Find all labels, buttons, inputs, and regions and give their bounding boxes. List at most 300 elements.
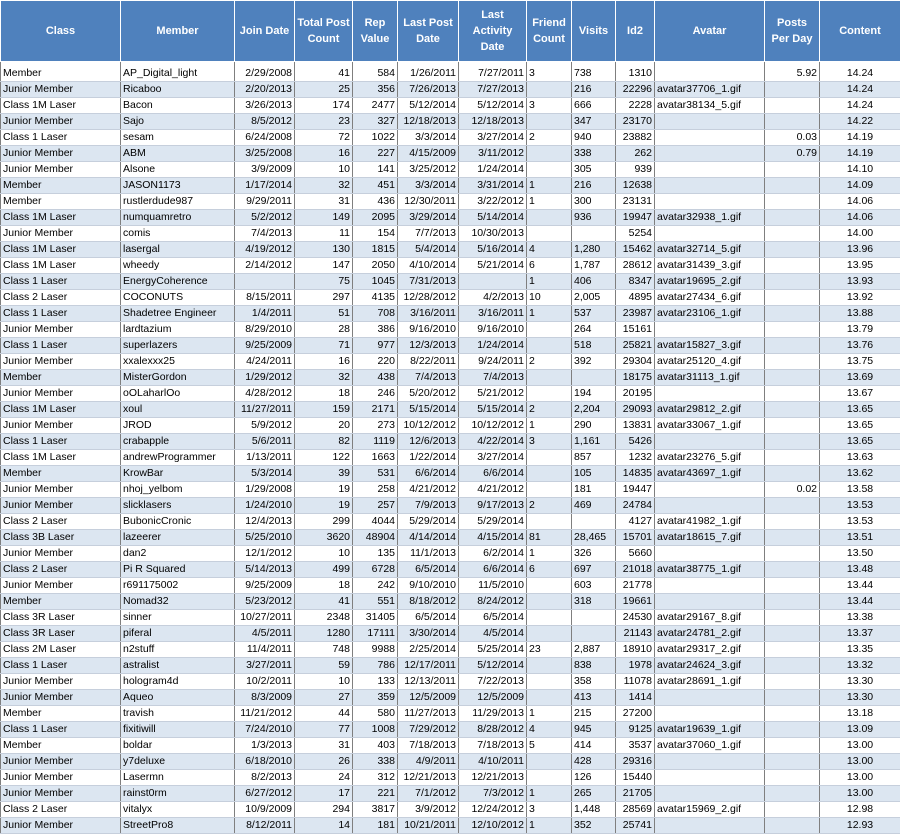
cell-class[interactable]: Class 1M Laser xyxy=(1,402,121,418)
table-row[interactable] xyxy=(1,210,900,226)
cell-visits[interactable]: 857 xyxy=(572,450,616,466)
cell-id2[interactable]: 262 xyxy=(616,146,655,162)
cell-join-date[interactable]: 6/24/2008 xyxy=(235,130,295,146)
cell-class[interactable]: Junior Member xyxy=(1,146,121,162)
cell-content[interactable]: 13.32 xyxy=(820,658,900,674)
cell-member[interactable]: BubonicCronic xyxy=(121,514,235,530)
cell-avatar[interactable]: avatar41982_1.gif xyxy=(655,514,765,530)
cell-visits[interactable]: 264 xyxy=(572,322,616,338)
cell-avatar[interactable] xyxy=(655,162,765,178)
cell-join-date[interactable]: 9/25/2009 xyxy=(235,578,295,594)
cell-last-activity-date[interactable]: 5/29/2014 xyxy=(459,514,527,530)
cell-id2[interactable]: 24530 xyxy=(616,610,655,626)
cell-id2[interactable]: 15701 xyxy=(616,530,655,546)
table-row[interactable] xyxy=(1,738,900,754)
cell-friend-count[interactable] xyxy=(527,114,572,130)
cell-rep-value[interactable]: 246 xyxy=(353,386,398,402)
cell-total-post-count[interactable]: 297 xyxy=(295,290,353,306)
cell-id2[interactable]: 5426 xyxy=(616,434,655,450)
cell-avatar[interactable]: avatar38134_5.gif xyxy=(655,98,765,114)
cell-join-date[interactable]: 12/1/2012 xyxy=(235,546,295,562)
cell-join-date[interactable]: 1/29/2008 xyxy=(235,482,295,498)
table-row[interactable] xyxy=(1,98,900,114)
column-header-avatar[interactable]: Avatar xyxy=(655,1,765,62)
cell-total-post-count[interactable]: 17 xyxy=(295,786,353,802)
cell-friend-count[interactable] xyxy=(527,626,572,642)
table-row[interactable] xyxy=(1,178,900,194)
cell-id2[interactable]: 22296 xyxy=(616,82,655,98)
cell-content[interactable]: 13.76 xyxy=(820,338,900,354)
cell-id2[interactable]: 15440 xyxy=(616,770,655,786)
cell-class[interactable]: Class 1M Laser xyxy=(1,98,121,114)
cell-member[interactable]: JROD xyxy=(121,418,235,434)
cell-content[interactable]: 13.96 xyxy=(820,242,900,258)
cell-total-post-count[interactable]: 18 xyxy=(295,386,353,402)
cell-rep-value[interactable]: 227 xyxy=(353,146,398,162)
cell-class[interactable]: Member xyxy=(1,738,121,754)
cell-visits[interactable] xyxy=(572,514,616,530)
table-row[interactable] xyxy=(1,338,900,354)
cell-total-post-count[interactable]: 159 xyxy=(295,402,353,418)
cell-last-post-date[interactable]: 7/29/2012 xyxy=(398,722,459,738)
cell-total-post-count[interactable]: 31 xyxy=(295,738,353,754)
cell-member[interactable]: Shadetree Engineer xyxy=(121,306,235,322)
cell-avatar[interactable] xyxy=(655,178,765,194)
cell-content[interactable]: 12.93 xyxy=(820,818,900,834)
cell-friend-count[interactable]: 4 xyxy=(527,722,572,738)
cell-last-post-date[interactable]: 3/16/2011 xyxy=(398,306,459,322)
cell-join-date[interactable]: 1/24/2010 xyxy=(235,498,295,514)
cell-join-date[interactable]: 5/2/2012 xyxy=(235,210,295,226)
cell-id2[interactable]: 18910 xyxy=(616,642,655,658)
cell-id2[interactable]: 21018 xyxy=(616,562,655,578)
cell-id2[interactable]: 23131 xyxy=(616,194,655,210)
cell-total-post-count[interactable]: 82 xyxy=(295,434,353,450)
cell-visits[interactable]: 215 xyxy=(572,706,616,722)
cell-rep-value[interactable]: 436 xyxy=(353,194,398,210)
cell-avatar[interactable] xyxy=(655,754,765,770)
cell-class[interactable]: Class 1M Laser xyxy=(1,242,121,258)
cell-visits[interactable]: 181 xyxy=(572,482,616,498)
cell-avatar[interactable]: avatar31113_1.gif xyxy=(655,370,765,386)
cell-class[interactable]: Class 1 Laser xyxy=(1,130,121,146)
cell-class[interactable]: Class 1 Laser xyxy=(1,338,121,354)
cell-id2[interactable]: 2228 xyxy=(616,98,655,114)
cell-member[interactable]: Pi R Squared xyxy=(121,562,235,578)
cell-total-post-count[interactable]: 10 xyxy=(295,162,353,178)
cell-posts-per-day[interactable] xyxy=(765,178,820,194)
cell-content[interactable]: 13.18 xyxy=(820,706,900,722)
cell-posts-per-day[interactable] xyxy=(765,642,820,658)
cell-total-post-count[interactable]: 31 xyxy=(295,194,353,210)
cell-last-activity-date[interactable]: 5/21/2012 xyxy=(459,386,527,402)
cell-content[interactable]: 12.98 xyxy=(820,802,900,818)
cell-avatar[interactable]: avatar29812_2.gif xyxy=(655,402,765,418)
cell-last-activity-date[interactable]: 5/16/2014 xyxy=(459,242,527,258)
cell-id2[interactable]: 9125 xyxy=(616,722,655,738)
cell-last-post-date[interactable]: 3/3/2014 xyxy=(398,178,459,194)
cell-member[interactable]: xxalexxx25 xyxy=(121,354,235,370)
table-row[interactable] xyxy=(1,482,900,498)
cell-last-activity-date[interactable]: 5/25/2014 xyxy=(459,642,527,658)
cell-member[interactable]: rustlerdude987 xyxy=(121,194,235,210)
cell-last-activity-date[interactable]: 11/5/2010 xyxy=(459,578,527,594)
cell-friend-count[interactable] xyxy=(527,82,572,98)
cell-friend-count[interactable] xyxy=(527,674,572,690)
cell-join-date[interactable]: 10/27/2011 xyxy=(235,610,295,626)
cell-friend-count[interactable]: 6 xyxy=(527,258,572,274)
cell-posts-per-day[interactable] xyxy=(765,98,820,114)
column-header-class[interactable]: Class xyxy=(1,1,121,62)
cell-last-post-date[interactable]: 12/3/2013 xyxy=(398,338,459,354)
cell-id2[interactable]: 8347 xyxy=(616,274,655,290)
cell-total-post-count[interactable]: 25 xyxy=(295,82,353,98)
cell-avatar[interactable] xyxy=(655,786,765,802)
cell-avatar[interactable] xyxy=(655,322,765,338)
cell-friend-count[interactable] xyxy=(527,162,572,178)
cell-friend-count[interactable] xyxy=(527,594,572,610)
cell-posts-per-day[interactable] xyxy=(765,466,820,482)
cell-member[interactable]: Bacon xyxy=(121,98,235,114)
cell-visits[interactable]: 936 xyxy=(572,210,616,226)
cell-avatar[interactable]: avatar18615_7.gif xyxy=(655,530,765,546)
cell-last-activity-date[interactable]: 5/21/2014 xyxy=(459,258,527,274)
cell-visits[interactable]: 290 xyxy=(572,418,616,434)
cell-friend-count[interactable] xyxy=(527,322,572,338)
cell-join-date[interactable]: 1/17/2014 xyxy=(235,178,295,194)
cell-avatar[interactable] xyxy=(655,114,765,130)
cell-join-date[interactable]: 5/25/2010 xyxy=(235,530,295,546)
cell-rep-value[interactable]: 31405 xyxy=(353,610,398,626)
cell-visits[interactable]: 392 xyxy=(572,354,616,370)
cell-join-date[interactable]: 7/24/2010 xyxy=(235,722,295,738)
cell-rep-value[interactable]: 141 xyxy=(353,162,398,178)
cell-avatar[interactable] xyxy=(655,146,765,162)
cell-posts-per-day[interactable]: 0.79 xyxy=(765,146,820,162)
cell-friend-count[interactable]: 1 xyxy=(527,194,572,210)
cell-join-date[interactable]: 9/29/2011 xyxy=(235,194,295,210)
cell-last-activity-date[interactable]: 3/27/2014 xyxy=(459,130,527,146)
cell-last-activity-date[interactable]: 5/12/2014 xyxy=(459,98,527,114)
table-row[interactable] xyxy=(1,594,900,610)
table-row[interactable] xyxy=(1,818,900,834)
cell-avatar[interactable]: avatar19695_2.gif xyxy=(655,274,765,290)
cell-friend-count[interactable]: 3 xyxy=(527,98,572,114)
cell-join-date[interactable]: 5/14/2013 xyxy=(235,562,295,578)
cell-join-date[interactable]: 9/25/2009 xyxy=(235,338,295,354)
cell-total-post-count[interactable]: 748 xyxy=(295,642,353,658)
cell-friend-count[interactable]: 2 xyxy=(527,354,572,370)
cell-friend-count[interactable]: 3 xyxy=(527,66,572,82)
cell-content[interactable]: 14.06 xyxy=(820,194,900,210)
cell-class[interactable]: Junior Member xyxy=(1,754,121,770)
cell-id2[interactable]: 1978 xyxy=(616,658,655,674)
cell-visits[interactable]: 358 xyxy=(572,674,616,690)
cell-member[interactable]: numquamretro xyxy=(121,210,235,226)
cell-last-post-date[interactable]: 7/7/2013 xyxy=(398,226,459,242)
cell-member[interactable]: n2stuff xyxy=(121,642,235,658)
cell-class[interactable]: Class 2 Laser xyxy=(1,514,121,530)
cell-id2[interactable]: 939 xyxy=(616,162,655,178)
cell-avatar[interactable]: avatar23276_5.gif xyxy=(655,450,765,466)
cell-class[interactable]: Class 1 Laser xyxy=(1,306,121,322)
cell-content[interactable]: 13.38 xyxy=(820,610,900,626)
cell-rep-value[interactable]: 3817 xyxy=(353,802,398,818)
cell-posts-per-day[interactable] xyxy=(765,450,820,466)
cell-friend-count[interactable] xyxy=(527,226,572,242)
cell-rep-value[interactable]: 338 xyxy=(353,754,398,770)
cell-last-post-date[interactable]: 9/16/2010 xyxy=(398,322,459,338)
cell-posts-per-day[interactable] xyxy=(765,818,820,834)
cell-friend-count[interactable] xyxy=(527,370,572,386)
cell-last-activity-date[interactable]: 3/22/2012 xyxy=(459,194,527,210)
cell-posts-per-day[interactable] xyxy=(765,402,820,418)
cell-total-post-count[interactable]: 19 xyxy=(295,482,353,498)
cell-member[interactable]: piferal xyxy=(121,626,235,642)
cell-member[interactable]: dan2 xyxy=(121,546,235,562)
cell-avatar[interactable] xyxy=(655,818,765,834)
cell-content[interactable]: 13.51 xyxy=(820,530,900,546)
cell-total-post-count[interactable]: 59 xyxy=(295,658,353,674)
cell-id2[interactable]: 1310 xyxy=(616,66,655,82)
cell-last-activity-date[interactable]: 7/27/2011 xyxy=(459,66,527,82)
cell-visits[interactable]: 414 xyxy=(572,738,616,754)
cell-visits[interactable]: 603 xyxy=(572,578,616,594)
cell-posts-per-day[interactable] xyxy=(765,546,820,562)
cell-last-activity-date[interactable]: 10/30/2013 xyxy=(459,226,527,242)
cell-total-post-count[interactable]: 39 xyxy=(295,466,353,482)
cell-friend-count[interactable] xyxy=(527,754,572,770)
cell-last-post-date[interactable]: 4/14/2014 xyxy=(398,530,459,546)
table-row[interactable] xyxy=(1,386,900,402)
cell-class[interactable]: Class 3B Laser xyxy=(1,530,121,546)
cell-content[interactable]: 13.88 xyxy=(820,306,900,322)
cell-class[interactable]: Junior Member xyxy=(1,114,121,130)
cell-visits[interactable] xyxy=(572,626,616,642)
cell-friend-count[interactable]: 2 xyxy=(527,402,572,418)
cell-id2[interactable]: 11078 xyxy=(616,674,655,690)
cell-join-date[interactable]: 12/4/2013 xyxy=(235,514,295,530)
cell-class[interactable]: Member xyxy=(1,466,121,482)
cell-total-post-count[interactable]: 18 xyxy=(295,578,353,594)
cell-member[interactable]: JASON1173 xyxy=(121,178,235,194)
cell-total-post-count[interactable]: 14 xyxy=(295,818,353,834)
cell-id2[interactable]: 28612 xyxy=(616,258,655,274)
table-row[interactable] xyxy=(1,242,900,258)
cell-visits[interactable]: 697 xyxy=(572,562,616,578)
table-row[interactable] xyxy=(1,450,900,466)
cell-last-post-date[interactable]: 5/29/2014 xyxy=(398,514,459,530)
column-header-content[interactable]: Content xyxy=(820,1,900,62)
cell-member[interactable]: boldar xyxy=(121,738,235,754)
cell-content[interactable]: 13.69 xyxy=(820,370,900,386)
cell-class[interactable]: Class 1 Laser xyxy=(1,434,121,450)
cell-last-post-date[interactable]: 3/9/2012 xyxy=(398,802,459,818)
cell-join-date[interactable]: 3/26/2013 xyxy=(235,98,295,114)
cell-last-activity-date[interactable]: 12/5/2009 xyxy=(459,690,527,706)
cell-join-date[interactable]: 6/27/2012 xyxy=(235,786,295,802)
cell-visits[interactable] xyxy=(572,610,616,626)
cell-posts-per-day[interactable] xyxy=(765,754,820,770)
table-row[interactable] xyxy=(1,402,900,418)
column-header-last-activity-date[interactable]: Last Activity Date xyxy=(459,1,527,62)
table-row[interactable] xyxy=(1,370,900,386)
cell-rep-value[interactable]: 2095 xyxy=(353,210,398,226)
cell-last-activity-date[interactable]: 9/16/2010 xyxy=(459,322,527,338)
cell-rep-value[interactable]: 312 xyxy=(353,770,398,786)
cell-join-date[interactable]: 8/5/2012 xyxy=(235,114,295,130)
cell-last-post-date[interactable]: 3/25/2012 xyxy=(398,162,459,178)
table-row[interactable] xyxy=(1,802,900,818)
cell-last-post-date[interactable]: 5/15/2014 xyxy=(398,402,459,418)
table-row[interactable] xyxy=(1,546,900,562)
cell-friend-count[interactable] xyxy=(527,146,572,162)
table-row[interactable] xyxy=(1,626,900,642)
cell-join-date[interactable]: 3/27/2011 xyxy=(235,658,295,674)
table-row[interactable] xyxy=(1,82,900,98)
cell-avatar[interactable] xyxy=(655,194,765,210)
cell-class[interactable]: Class 3R Laser xyxy=(1,610,121,626)
cell-member[interactable]: Sajo xyxy=(121,114,235,130)
cell-last-activity-date[interactable]: 6/6/2014 xyxy=(459,466,527,482)
cell-id2[interactable]: 21143 xyxy=(616,626,655,642)
cell-join-date[interactable]: 1/4/2011 xyxy=(235,306,295,322)
cell-rep-value[interactable]: 2171 xyxy=(353,402,398,418)
cell-last-post-date[interactable]: 12/17/2011 xyxy=(398,658,459,674)
cell-member[interactable]: Alsone xyxy=(121,162,235,178)
cell-id2[interactable]: 1232 xyxy=(616,450,655,466)
cell-class[interactable]: Member xyxy=(1,66,121,82)
cell-last-activity-date[interactable]: 12/18/2013 xyxy=(459,114,527,130)
column-header-id2[interactable]: Id2 xyxy=(616,1,655,62)
cell-class[interactable]: Junior Member xyxy=(1,482,121,498)
cell-visits[interactable]: 945 xyxy=(572,722,616,738)
cell-avatar[interactable]: avatar37706_1.gif xyxy=(655,82,765,98)
cell-total-post-count[interactable]: 294 xyxy=(295,802,353,818)
cell-last-activity-date[interactable]: 6/6/2014 xyxy=(459,562,527,578)
cell-friend-count[interactable]: 3 xyxy=(527,802,572,818)
cell-id2[interactable]: 15161 xyxy=(616,322,655,338)
cell-total-post-count[interactable]: 174 xyxy=(295,98,353,114)
cell-total-post-count[interactable]: 16 xyxy=(295,146,353,162)
cell-content[interactable]: 13.53 xyxy=(820,498,900,514)
cell-class[interactable]: Member xyxy=(1,706,121,722)
cell-visits[interactable]: 738 xyxy=(572,66,616,82)
cell-member[interactable]: astralist xyxy=(121,658,235,674)
cell-class[interactable]: Class 1M Laser xyxy=(1,450,121,466)
cell-content[interactable]: 13.30 xyxy=(820,674,900,690)
cell-rep-value[interactable]: 977 xyxy=(353,338,398,354)
cell-rep-value[interactable]: 4044 xyxy=(353,514,398,530)
cell-avatar[interactable]: avatar19639_1.gif xyxy=(655,722,765,738)
table-row[interactable] xyxy=(1,226,900,242)
cell-join-date[interactable]: 8/15/2011 xyxy=(235,290,295,306)
table-row[interactable] xyxy=(1,562,900,578)
cell-total-post-count[interactable]: 10 xyxy=(295,546,353,562)
cell-friend-count[interactable] xyxy=(527,210,572,226)
cell-total-post-count[interactable]: 41 xyxy=(295,66,353,82)
cell-friend-count[interactable] xyxy=(527,386,572,402)
cell-rep-value[interactable]: 327 xyxy=(353,114,398,130)
cell-class[interactable]: Junior Member xyxy=(1,386,121,402)
cell-rep-value[interactable]: 133 xyxy=(353,674,398,690)
cell-last-activity-date[interactable]: 7/22/2013 xyxy=(459,674,527,690)
cell-visits[interactable]: 518 xyxy=(572,338,616,354)
cell-member[interactable]: vitalyx xyxy=(121,802,235,818)
cell-id2[interactable]: 20195 xyxy=(616,386,655,402)
cell-posts-per-day[interactable] xyxy=(765,530,820,546)
table-row[interactable] xyxy=(1,578,900,594)
cell-class[interactable]: Junior Member xyxy=(1,786,121,802)
cell-total-post-count[interactable]: 147 xyxy=(295,258,353,274)
cell-last-activity-date[interactable]: 12/21/2013 xyxy=(459,770,527,786)
cell-content[interactable]: 13.30 xyxy=(820,690,900,706)
cell-avatar[interactable]: avatar15827_3.gif xyxy=(655,338,765,354)
cell-rep-value[interactable]: 580 xyxy=(353,706,398,722)
cell-friend-count[interactable] xyxy=(527,578,572,594)
cell-posts-per-day[interactable] xyxy=(765,674,820,690)
table-row[interactable] xyxy=(1,498,900,514)
cell-posts-per-day[interactable] xyxy=(765,306,820,322)
table-row[interactable] xyxy=(1,194,900,210)
cell-member[interactable]: oOLaharlOo xyxy=(121,386,235,402)
cell-last-activity-date[interactable]: 6/2/2014 xyxy=(459,546,527,562)
cell-total-post-count[interactable]: 299 xyxy=(295,514,353,530)
cell-join-date[interactable]: 5/9/2012 xyxy=(235,418,295,434)
cell-total-post-count[interactable]: 32 xyxy=(295,178,353,194)
cell-rep-value[interactable]: 6728 xyxy=(353,562,398,578)
cell-content[interactable]: 13.35 xyxy=(820,642,900,658)
cell-posts-per-day[interactable] xyxy=(765,82,820,98)
cell-avatar[interactable] xyxy=(655,226,765,242)
cell-total-post-count[interactable]: 75 xyxy=(295,274,353,290)
table-row[interactable] xyxy=(1,786,900,802)
cell-posts-per-day[interactable] xyxy=(765,258,820,274)
cell-join-date[interactable] xyxy=(235,274,295,290)
cell-id2[interactable]: 27200 xyxy=(616,706,655,722)
cell-id2[interactable]: 19447 xyxy=(616,482,655,498)
cell-friend-count[interactable] xyxy=(527,482,572,498)
cell-total-post-count[interactable]: 16 xyxy=(295,354,353,370)
cell-avatar[interactable]: avatar25120_4.gif xyxy=(655,354,765,370)
cell-id2[interactable]: 3537 xyxy=(616,738,655,754)
cell-avatar[interactable] xyxy=(655,386,765,402)
cell-class[interactable]: Class 2 Laser xyxy=(1,802,121,818)
cell-content[interactable]: 13.09 xyxy=(820,722,900,738)
cell-last-post-date[interactable]: 11/1/2013 xyxy=(398,546,459,562)
cell-content[interactable]: 14.00 xyxy=(820,226,900,242)
cell-content[interactable]: 13.92 xyxy=(820,290,900,306)
cell-class[interactable]: Class 2 Laser xyxy=(1,290,121,306)
cell-rep-value[interactable]: 2050 xyxy=(353,258,398,274)
cell-visits[interactable] xyxy=(572,226,616,242)
cell-last-activity-date[interactable]: 5/14/2014 xyxy=(459,210,527,226)
cell-friend-count[interactable]: 23 xyxy=(527,642,572,658)
cell-content[interactable]: 13.37 xyxy=(820,626,900,642)
cell-avatar[interactable]: avatar33067_1.gif xyxy=(655,418,765,434)
column-header-visits[interactable]: Visits xyxy=(572,1,616,62)
cell-join-date[interactable]: 4/5/2011 xyxy=(235,626,295,642)
cell-posts-per-day[interactable] xyxy=(765,578,820,594)
cell-id2[interactable]: 23987 xyxy=(616,306,655,322)
cell-total-post-count[interactable]: 130 xyxy=(295,242,353,258)
cell-rep-value[interactable]: 584 xyxy=(353,66,398,82)
cell-content[interactable]: 14.19 xyxy=(820,146,900,162)
cell-content[interactable]: 14.24 xyxy=(820,82,900,98)
cell-class[interactable]: Junior Member xyxy=(1,354,121,370)
cell-class[interactable]: Junior Member xyxy=(1,674,121,690)
cell-rep-value[interactable]: 1008 xyxy=(353,722,398,738)
